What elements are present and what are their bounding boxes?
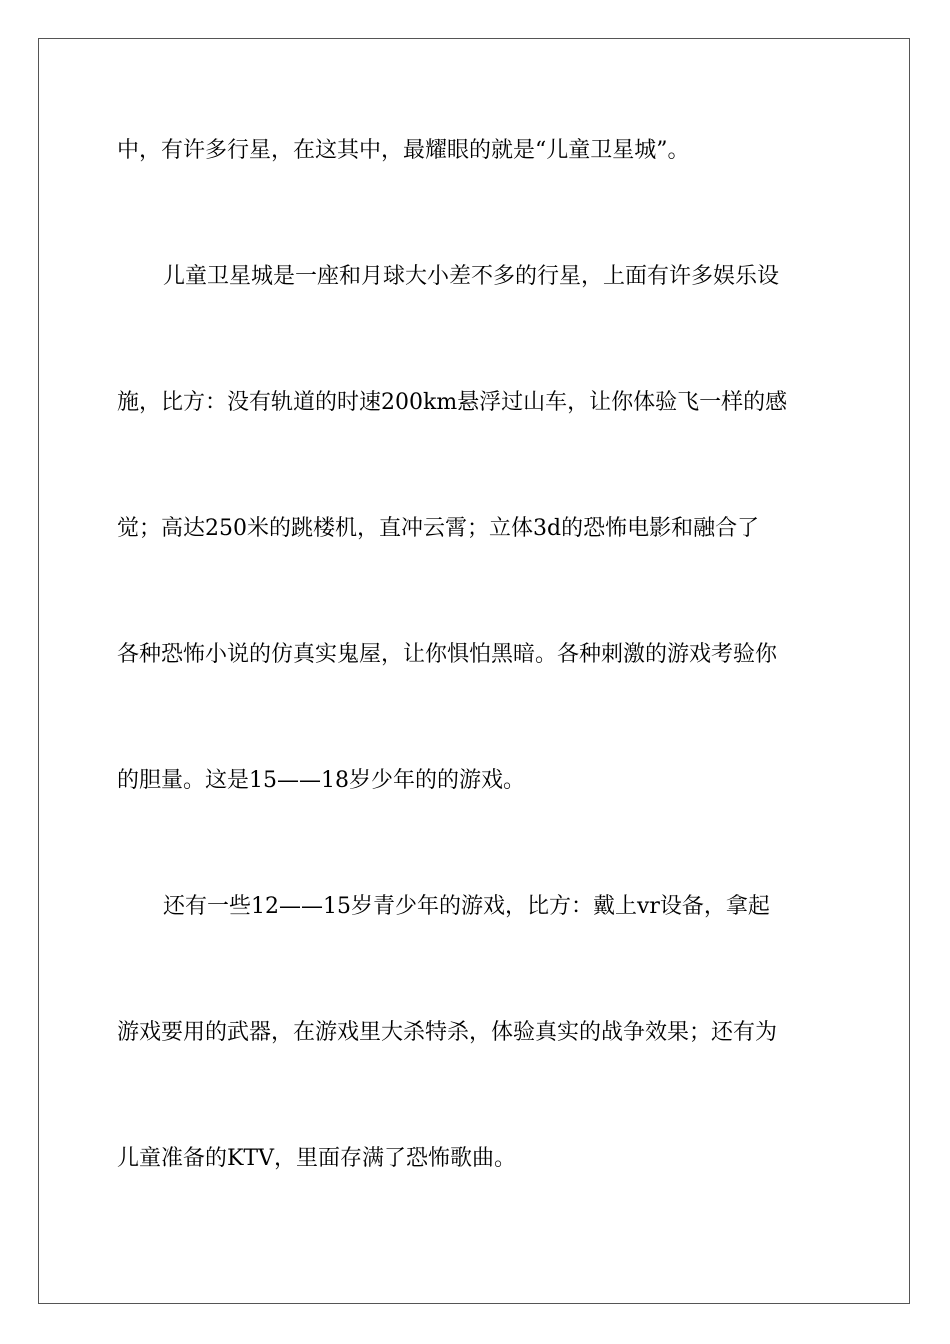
text-line: 的胆量。这是15——18岁少年的的游戏。 (117, 768, 525, 793)
document-body (117, 124, 833, 1258)
text-line: 中，有许多行星，在这其中，最耀眼的就是“儿童卫星城”。 (117, 138, 690, 163)
text-line: 各种恐怖小说的仿真实鬼屋，让你惧怕黑暗。各种刺激的游戏考验你 (117, 642, 778, 667)
paragraph-first-line: 还有一些12——15岁青少年的游戏，比方：戴上vr设备，拿起 (163, 894, 770, 919)
text-line: 游戏要用的武器，在游戏里大杀特杀，体验真实的战争效果；还有为 (117, 1020, 778, 1045)
text-line: 觉；高达250米的跳楼机，直冲云霄；立体3d的恐怖电影和融合了 (117, 516, 760, 541)
paragraph-first-line: 儿童卫星城是一座和月球大小差不多的行星，上面有许多娱乐设 (163, 264, 780, 289)
text-line: 儿童准备的KTV，里面存满了恐怖歌曲。 (117, 1146, 516, 1171)
text-line: 施，比方：没有轨道的时速200km悬浮过山车，让你体验飞一样的感 (117, 390, 788, 415)
